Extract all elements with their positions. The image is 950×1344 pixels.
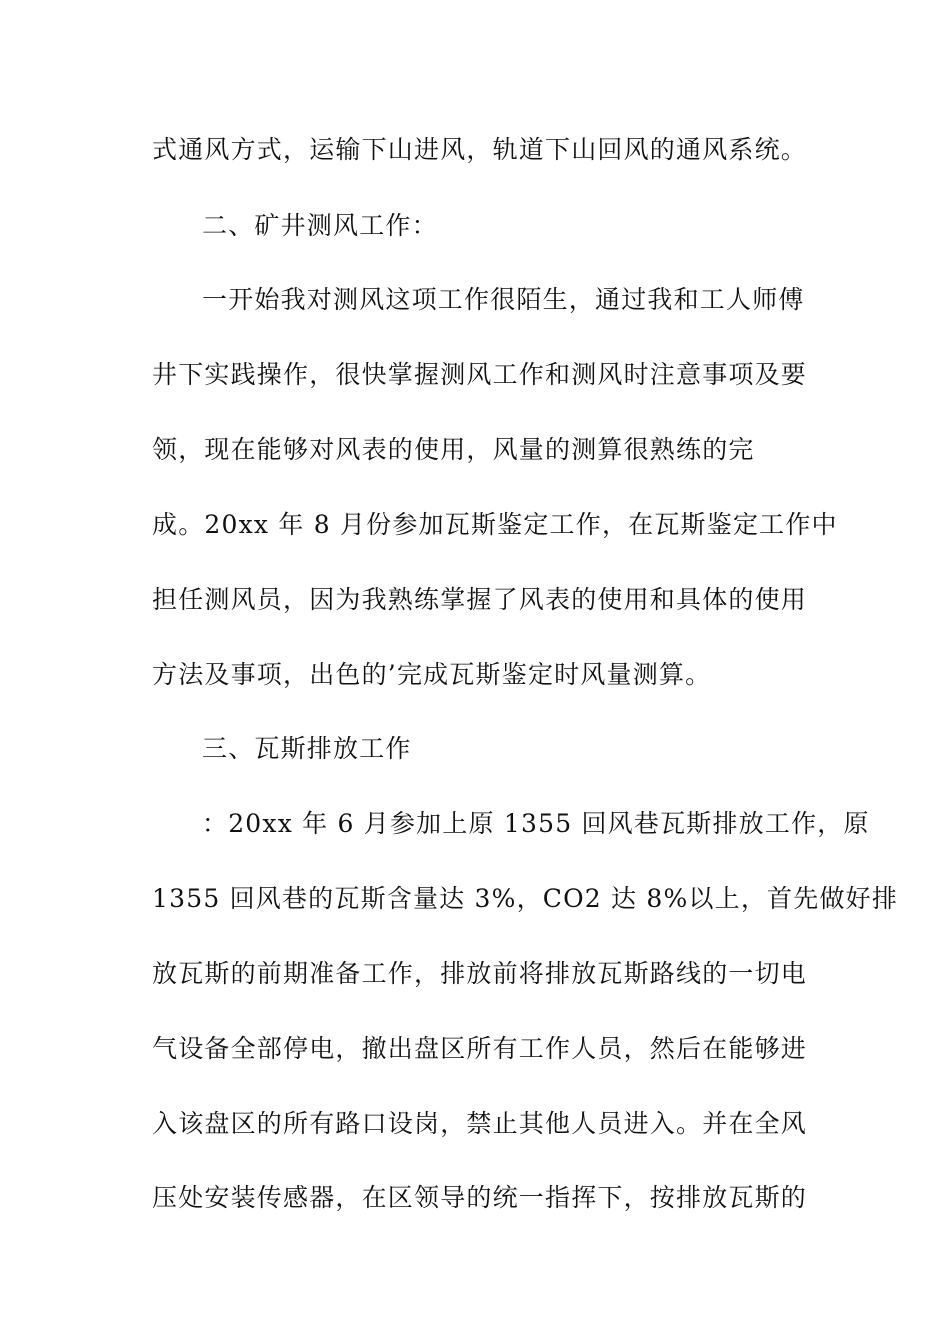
- text-line: 气设备全部停电，撤出盘区所有工作人员，然后在能够进: [152, 1034, 808, 1063]
- text-line: 1355 回风巷的瓦斯含量达 3%，CO2 达 8%以上，首先做好排: [152, 884, 899, 913]
- text-line: 方法及事项，出色的’完成瓦斯鉴定时风量测算。: [152, 660, 712, 689]
- text-line: 式通风方式，运输下山进风，轨道下山回风的通风系统。: [152, 135, 808, 164]
- section-heading: 三、瓦斯排放工作: [202, 734, 412, 763]
- text-line: ：20xx 年 6 月参加上原 1355 回风巷瓦斯排放工作，原: [202, 809, 870, 838]
- text-line: 压处安装传感器，在区领导的统一指挥下，按排放瓦斯的: [152, 1183, 808, 1212]
- text-line: 井下实践操作，很快掌握测风工作和测风时注意事项及要: [152, 360, 808, 389]
- text-line: 成。20xx 年 8 月份参加瓦斯鉴定工作，在瓦斯鉴定工作中: [152, 510, 838, 539]
- text-line: 放瓦斯的前期准备工作，排放前将排放瓦斯路线的一切电: [152, 959, 808, 988]
- text-line: 担任测风员，因为我熟练掌握了风表的使用和具体的使用: [152, 585, 808, 614]
- text-line: 入该盘区的所有路口设岗，禁止其他人员进入。并在全风: [152, 1109, 808, 1138]
- section-heading: 二、矿井测风工作：: [202, 211, 438, 240]
- text-line: 领，现在能够对风表的使用，风量的测算很熟练的完: [152, 435, 755, 464]
- text-line: 一开始我对测风这项工作很陌生，通过我和工人师傅: [202, 285, 805, 314]
